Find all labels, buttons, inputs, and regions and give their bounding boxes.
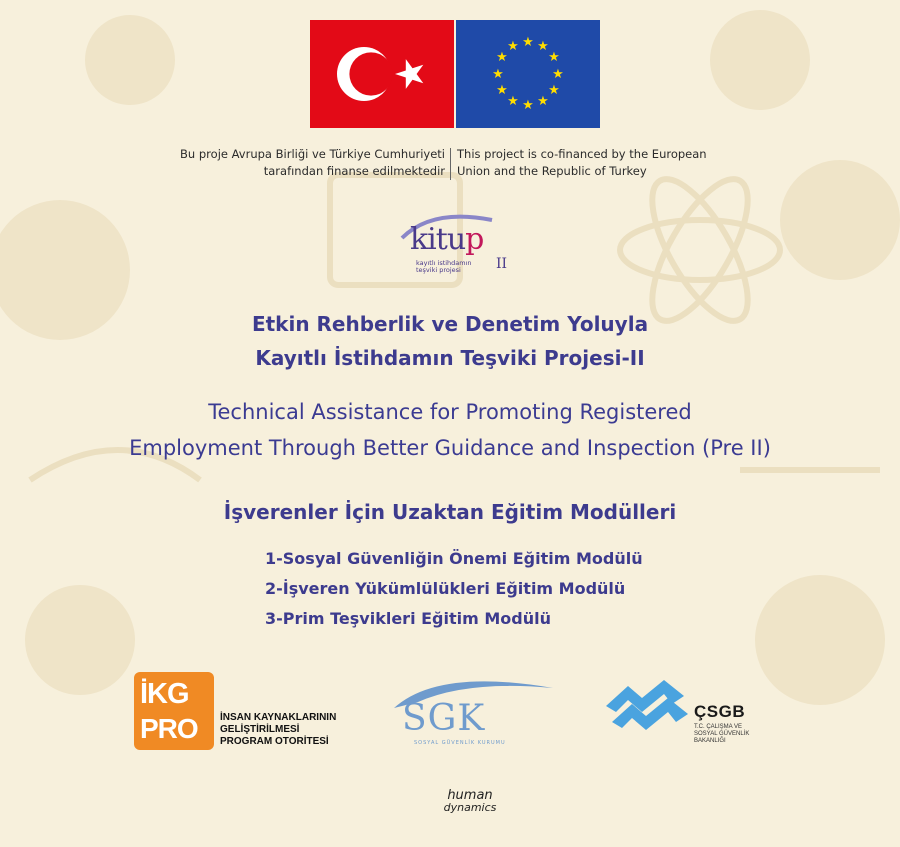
kitup-roman: II xyxy=(496,256,508,272)
csgb-subtitle: T.C. ÇALIŞMA VE SOSYAL GÜVENLİK BAKANLIĞI xyxy=(694,724,750,744)
svg-text:★: ★ xyxy=(496,50,508,65)
ikgpro-top: İKG xyxy=(140,678,189,710)
cofinance-tr-line2: tarafından finanse edilmektedir xyxy=(263,164,445,178)
svg-text:★: ★ xyxy=(507,94,519,109)
crescent-star-icon xyxy=(310,20,454,128)
svg-text:★: ★ xyxy=(537,94,549,109)
module-item-1: 1-Sosyal Güvenliğin Önemi Eğitim Modülü xyxy=(265,549,643,568)
flags xyxy=(310,20,600,128)
ikgpro-logo xyxy=(134,672,214,750)
eu-flag xyxy=(456,20,600,128)
module-item-3: 3-Prim Teşvikleri Eğitim Modülü xyxy=(265,609,551,628)
svg-text:★: ★ xyxy=(496,83,508,98)
title-english-line1: Technical Assistance for Promoting Registered xyxy=(208,400,692,424)
eu-stars-icon xyxy=(456,20,600,128)
sgk-logo xyxy=(388,672,558,752)
human-word: human xyxy=(447,788,493,803)
kitup-word: kitup xyxy=(410,222,484,257)
sgk-subtitle: SOSYAL GÜVENLİK KURUMU xyxy=(414,740,506,746)
cofinance-en-line2: Union and the Republic of Turkey xyxy=(457,164,647,178)
svg-text:★: ★ xyxy=(548,50,560,65)
svg-text:★: ★ xyxy=(492,67,504,82)
section-heading: İşverenler İçin Uzaktan Eğitim Modülleri xyxy=(223,500,677,524)
cofinance-divider xyxy=(450,148,451,180)
ikgpro-text: İNSAN KAYNAKLARININ GELİŞTİRİLMESİ PROGRAM OTORİTESİ xyxy=(220,712,337,747)
csgb-wave-icon xyxy=(602,676,692,736)
module-item-2: 2-İşveren Yükümlülükleri Eğitim Modülü xyxy=(265,579,626,598)
dynamics-word: dynamics xyxy=(443,801,497,814)
kitup-logo xyxy=(392,210,522,276)
sgk-word: SGK xyxy=(402,698,486,739)
svg-text:★: ★ xyxy=(548,83,560,98)
cofinance-tr-line1: Bu proje Avrupa Birliği ve Türkiye Cumhuriyeti xyxy=(180,147,445,161)
ikgpro-bottom: PRO xyxy=(140,713,198,744)
kitup-subtitle: kayıtlı istihdamın teşviki projesi xyxy=(416,259,472,274)
svg-text:★: ★ xyxy=(522,98,534,113)
csgb-logo xyxy=(602,672,782,762)
svg-text:★: ★ xyxy=(507,39,519,54)
svg-text:★: ★ xyxy=(537,39,549,54)
title-english-line2: Employment Through Better Guidance and Inspection (Pre II) xyxy=(129,436,771,460)
csgb-word: ÇSGB xyxy=(694,702,746,721)
cofinance-en-line1: This project is co-financed by the European xyxy=(457,147,707,161)
svg-text:★: ★ xyxy=(522,35,534,50)
title-turkish-line1: Etkin Rehberlik ve Denetim Yoluyla xyxy=(251,312,649,336)
turkey-flag xyxy=(310,20,454,128)
human-dynamics-logo xyxy=(400,788,540,814)
svg-text:★: ★ xyxy=(552,67,564,82)
cofinance-turkish xyxy=(145,146,445,180)
title-turkish-line2: Kayıtlı İstihdamın Teşviki Projesi-II xyxy=(255,346,645,370)
cofinance-english xyxy=(457,146,757,180)
